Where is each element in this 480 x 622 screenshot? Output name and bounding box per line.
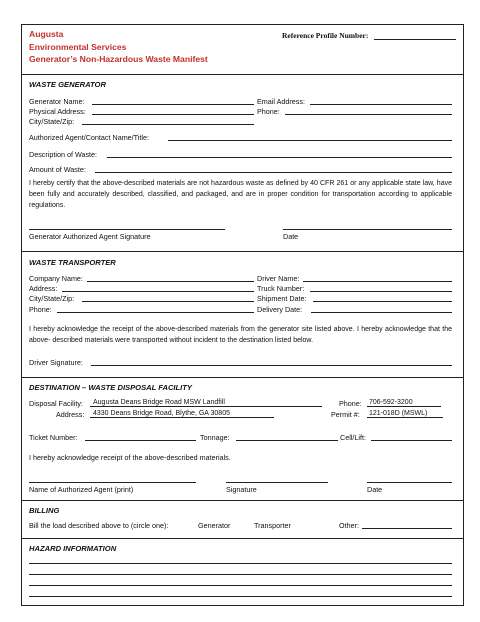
- driver-signature-label: Driver Signature:: [29, 358, 83, 367]
- billing-instruction: Bill the load described above to (circle one):: [29, 521, 169, 530]
- transporter-phone-label: Phone:: [29, 305, 52, 314]
- reference-profile-field[interactable]: [374, 39, 456, 40]
- facility-address-value: 4330 Deans Bridge Road, Blythe, GA 30805: [93, 410, 230, 417]
- section-divider: [21, 538, 464, 539]
- generator-phone-field[interactable]: [285, 114, 452, 115]
- section-title-billing: BILLING: [29, 506, 60, 515]
- agent-name-field[interactable]: [29, 482, 196, 483]
- generator-name-label: Generator Name:: [29, 97, 85, 106]
- destination-acknowledgement: I hereby acknowledge receipt of the above-described materials.: [29, 453, 231, 462]
- facility-address-field[interactable]: [90, 417, 274, 418]
- permit-label: Permit #:: [331, 410, 360, 419]
- hazard-info-line[interactable]: [29, 563, 452, 564]
- company-name-field[interactable]: [87, 281, 254, 282]
- generator-name-field[interactable]: [92, 104, 254, 105]
- waste-amount-label: Amount of Waste:: [29, 165, 86, 174]
- facility-phone-value: 706-592-3200: [369, 399, 413, 406]
- cell-lift-field[interactable]: [371, 440, 452, 441]
- email-label: Email Address:: [257, 97, 305, 106]
- destination-signature-label: Signature: [226, 485, 257, 494]
- transporter-phone-field[interactable]: [57, 312, 254, 313]
- org-name: Augusta: [29, 29, 64, 39]
- email-field[interactable]: [310, 104, 452, 105]
- hazard-info-line[interactable]: [29, 585, 452, 586]
- section-title-hazard: HAZARD INFORMATION: [29, 544, 117, 553]
- waste-description-label: Description of Waste:: [29, 150, 98, 159]
- disposal-facility-field[interactable]: [90, 406, 322, 407]
- org-department: Environmental Services: [29, 41, 127, 52]
- truck-number-field[interactable]: [310, 291, 452, 292]
- agent-name-label: Name of Authorized Agent (print): [29, 485, 134, 494]
- form-title: Generator’s Non-Hazardous Waste Manifest: [29, 54, 208, 65]
- form-border: [21, 24, 464, 606]
- company-name-label: Company Name:: [29, 274, 83, 283]
- permit-value: 121-018D (MSWL): [369, 410, 428, 417]
- driver-name-field[interactable]: [303, 281, 452, 282]
- billing-other-field[interactable]: [362, 528, 452, 529]
- physical-address-field[interactable]: [92, 114, 254, 115]
- destination-signature-field[interactable]: [226, 482, 328, 483]
- generator-city-label: City/State/Zip:: [29, 117, 75, 126]
- section-divider: [21, 377, 464, 378]
- form-header: [29, 28, 208, 66]
- disposal-facility-value: Augusta Deans Bridge Road MSW Landfill: [93, 399, 225, 406]
- tonnage-field[interactable]: [236, 440, 338, 441]
- destination-date-field[interactable]: [367, 482, 452, 483]
- truck-number-label: Truck Number:: [257, 284, 305, 293]
- generator-signature-label: Generator Authorized Agent Signature: [29, 232, 151, 241]
- ticket-number-field[interactable]: [85, 440, 196, 441]
- section-title-transporter: WASTE TRANSPORTER: [29, 258, 116, 267]
- shipment-date-label: Shipment Date:: [257, 294, 307, 303]
- hazard-info-line[interactable]: [29, 596, 452, 597]
- section-title-destination: DESTINATION – WASTE DISPOSAL FACILITY: [29, 383, 192, 392]
- delivery-date-field[interactable]: [311, 312, 452, 313]
- generator-city-field[interactable]: [82, 124, 254, 125]
- delivery-date-label: Delivery Date:: [257, 305, 303, 314]
- section-divider: [21, 74, 464, 75]
- cell-lift-label: Cell/Lift:: [340, 433, 366, 442]
- facility-address-label: Address:: [56, 410, 85, 419]
- section-divider: [21, 500, 464, 501]
- generator-certification: I hereby certify that the above-described materials are not hazardous waste as defined by 40 CFR 261 or any applicable state law, have been fully and accurately described, classified, and packaged, and are in proper condition for transportation according to applicable regulations.: [29, 180, 452, 209]
- generator-phone-label: Phone:: [257, 107, 280, 116]
- reference-profile-label: Reference Profile Number:: [282, 31, 369, 40]
- hazard-info-line[interactable]: [29, 574, 452, 575]
- billing-option-generator[interactable]: Generator: [198, 521, 231, 530]
- section-title-generator: WASTE GENERATOR: [29, 80, 106, 89]
- agent-contact-label: Authorized Agent/Contact Name/Title:: [29, 133, 149, 142]
- generator-date-field[interactable]: [283, 229, 452, 230]
- generator-date-label: Date: [283, 232, 299, 241]
- generator-signature-field[interactable]: [29, 229, 225, 230]
- billing-option-transporter[interactable]: Transporter: [254, 521, 291, 530]
- transporter-address-label: Address:: [29, 284, 58, 293]
- waste-amount-field[interactable]: [95, 172, 452, 173]
- waste-description-field[interactable]: [107, 157, 452, 158]
- facility-phone-label: Phone:: [339, 399, 362, 408]
- destination-date-label: Date: [367, 485, 383, 494]
- agent-contact-field[interactable]: [168, 140, 452, 141]
- permit-field[interactable]: [367, 417, 443, 418]
- facility-phone-field[interactable]: [367, 406, 441, 407]
- transporter-address-field[interactable]: [62, 291, 254, 292]
- billing-option-other[interactable]: Other:: [339, 521, 359, 530]
- tonnage-label: Tonnage:: [200, 433, 230, 442]
- transporter-acknowledgement: I hereby acknowledge the receipt of the above-described materials from the generator site listed above. I hereby acknowledge that the above- described materials were transported without incident to the destination listed below.: [29, 326, 452, 344]
- transporter-city-label: City/State/Zip:: [29, 294, 75, 303]
- driver-name-label: Driver Name:: [257, 274, 300, 283]
- ticket-number-label: Ticket Number:: [29, 433, 78, 442]
- physical-address-label: Physical Address:: [29, 107, 86, 116]
- shipment-date-field[interactable]: [313, 301, 452, 302]
- section-divider: [21, 251, 464, 252]
- driver-signature-field[interactable]: [91, 365, 452, 366]
- disposal-facility-label: Disposal Facility:: [29, 399, 83, 408]
- transporter-city-field[interactable]: [82, 301, 254, 302]
